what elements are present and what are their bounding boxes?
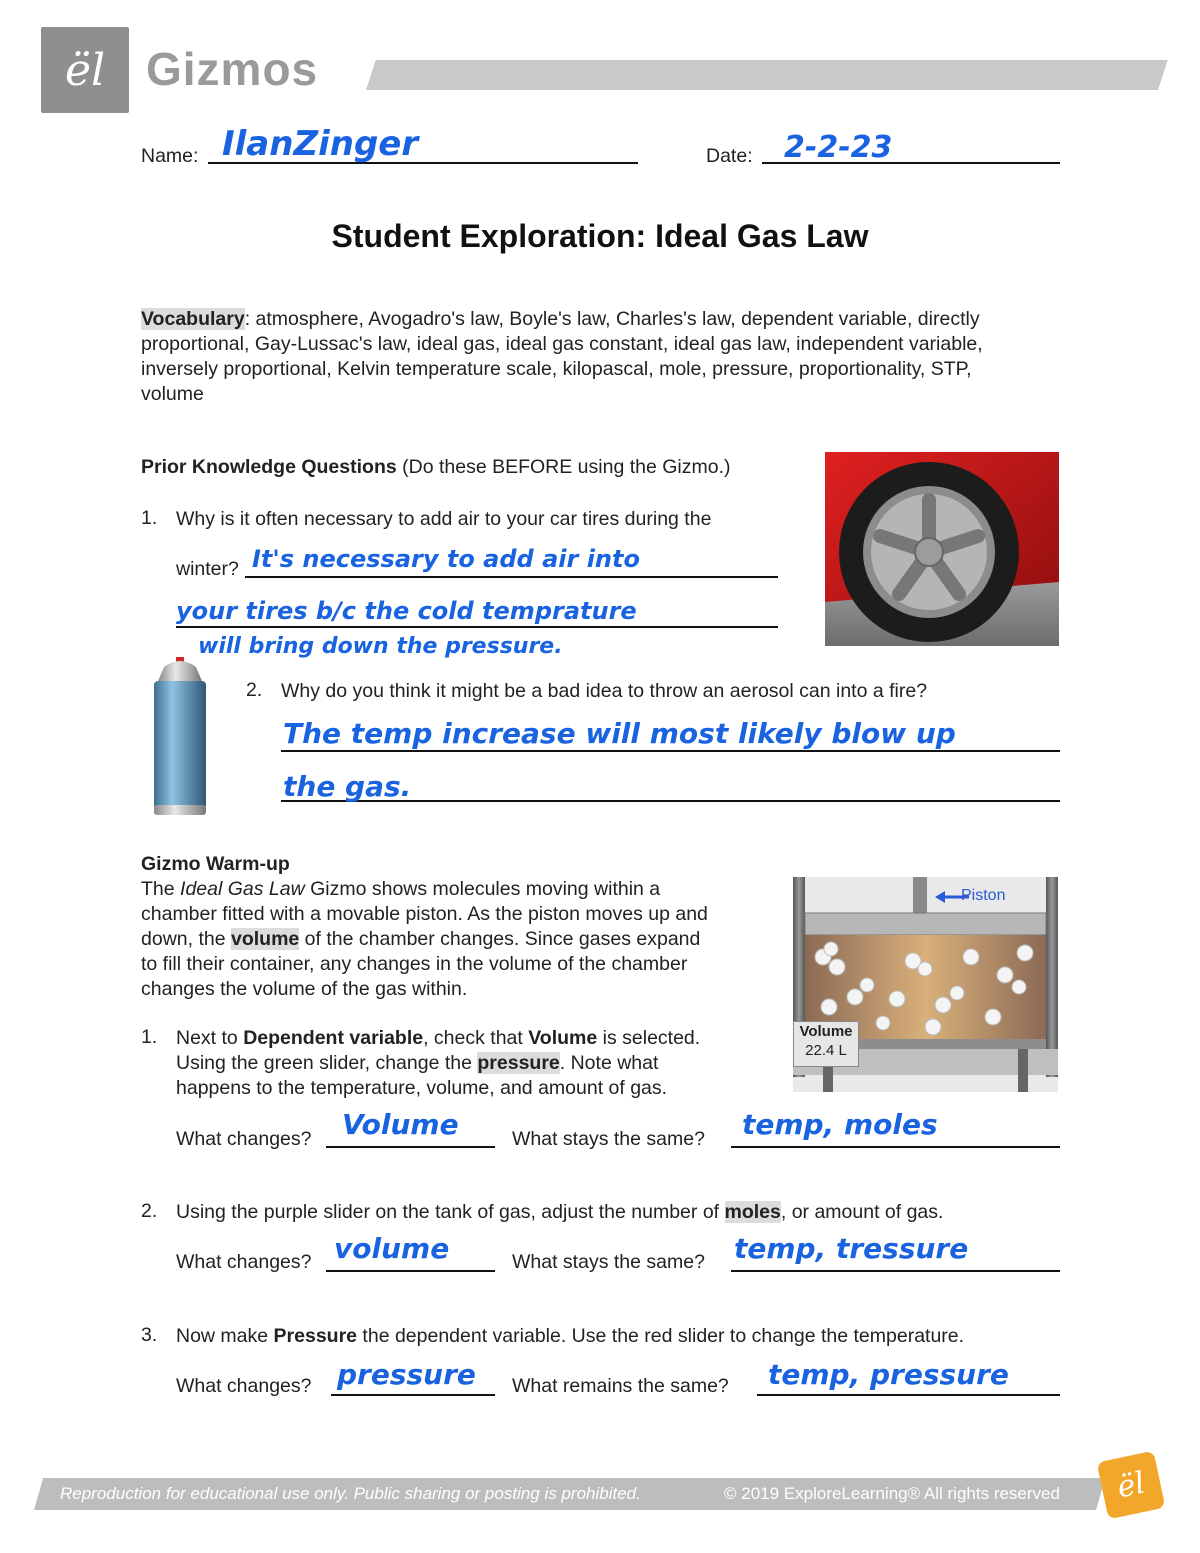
wu-q1-volume: Volume [528, 1027, 598, 1049]
volume-readout [793, 1021, 859, 1067]
name-label: Name: [141, 145, 199, 167]
wu-q1-same-field[interactable] [731, 1146, 1060, 1148]
pk-q1-answer-1: It's necessary to add air into [252, 545, 640, 573]
piston-label: Piston [961, 887, 1006, 904]
prior-knowledge-note: (Do these BEFORE using the Gizmo.) [396, 456, 731, 478]
wu-q3-same-answer: temp, pressure [768, 1358, 1009, 1391]
pk-q1-text: Why is it often necessary to add air to your car tires during the [176, 508, 712, 530]
intro-line-4: to fill their container, any changes in the volume of the chamber [141, 953, 688, 975]
wu-q1-same-label: What stays the same? [512, 1128, 705, 1150]
wu-q1-l1e: is selected. [597, 1027, 701, 1049]
intro-gizmo-name: Ideal Gas Law [180, 878, 305, 900]
wu-q2-same-answer: temp, tressure [734, 1232, 969, 1265]
footer-notice: Reproduction for educational use only. Public sharing or posting is prohibited. [60, 1484, 641, 1503]
intro-volume-term: volume [230, 928, 300, 950]
explorelearning-logo: ël [41, 27, 129, 113]
explorelearning-footer-logo: ël [1097, 1451, 1166, 1520]
pk-q2-answer-line-1[interactable] [281, 750, 1060, 752]
page-title: Student Exploration: Ideal Gas Law [331, 218, 869, 254]
wu-q1-text [176, 1026, 776, 1101]
aerosol-can-image [148, 655, 212, 820]
footer-copyright: © 2019 ExploreLearning® All rights reserved [724, 1484, 1060, 1503]
intro-rest-1: Gizmo shows molecules moving within a [304, 878, 661, 900]
wu-q2-lc: , or amount of gas. [780, 1201, 944, 1223]
vocabulary-block [141, 307, 1021, 407]
wu-q2-same-field[interactable] [731, 1270, 1060, 1272]
wu-q2-changes-label: What changes? [176, 1251, 312, 1273]
wu-q2-number: 2. [141, 1200, 158, 1222]
wu-q2-text [176, 1200, 943, 1225]
wu-q1-l2c: . Note what [559, 1052, 659, 1074]
intro-line-3b: of the chamber changes. Since gases expand [299, 928, 701, 950]
wu-q1-changes-answer: Volume [342, 1108, 459, 1141]
car-tire-image [825, 452, 1059, 646]
intro-the: The [141, 878, 181, 900]
intro-line-5: changes the volume of the gas within. [141, 978, 468, 1000]
date-label: Date: [706, 145, 753, 167]
pk-q1-number: 1. [141, 507, 158, 529]
pk-q2-text: Why do you think it might be a bad idea to throw an aerosol can into a fire? [281, 680, 928, 702]
piston-chamber-image [793, 877, 1058, 1092]
wu-q2-same-label: What stays the same? [512, 1251, 705, 1273]
wu-q1-l1c: , check that [423, 1027, 529, 1049]
wu-q3-changes-label: What changes? [176, 1375, 312, 1397]
wu-q1-dependent-variable: Dependent variable [243, 1027, 424, 1049]
wu-q1-changes-field[interactable] [326, 1146, 495, 1148]
vocabulary-label: Vocabulary [141, 308, 245, 330]
pk-q1-answer-line-2[interactable] [176, 626, 778, 628]
wu-q3-pressure: Pressure [273, 1325, 358, 1347]
warmup-heading: Gizmo Warm-up [141, 853, 290, 875]
name-value: IlanZinger [222, 124, 419, 164]
wu-q1-pressure-term: pressure [477, 1052, 560, 1074]
intro-line-2: chamber fitted with a movable piston. As the piston moves up and [141, 903, 708, 925]
wu-q3-changes-field[interactable] [331, 1394, 495, 1396]
pk-q1-text-2: winter? [176, 558, 239, 580]
volume-label: Volume [799, 1023, 853, 1040]
wu-q3-same-field[interactable] [757, 1394, 1060, 1396]
pk-q2-number: 2. [246, 679, 263, 701]
pk-q2-answer-2: the gas. [283, 770, 412, 803]
wu-q3-lc: the dependent variable. Use the red slider to change the temperature. [357, 1325, 965, 1347]
vocabulary-terms: : atmosphere, Avogadro's law, Boyle's law, Charles's law, dependent variable, directly proportional, Gay-Lussac's law, ideal gas, ideal gas constant, ideal gas law, independent variable, inversely proportional, Kelvin temperature scale, kilopascal, mole, pressure, proportionality, STP, volume [141, 308, 983, 405]
wu-q3-changes-answer: pressure [337, 1358, 476, 1391]
wu-q3-text [176, 1324, 964, 1349]
wu-q1-changes-label: What changes? [176, 1128, 312, 1150]
wu-q2-moles-term: moles [724, 1201, 781, 1223]
wu-q3-la: Now make [176, 1325, 274, 1347]
pk-q1-answer-2: your tires b/c the cold temprature [176, 597, 637, 625]
wu-q1-number: 1. [141, 1026, 158, 1048]
pk-q1-answer-3: will bring down the pressure. [198, 634, 563, 659]
wu-q3-number: 3. [141, 1324, 158, 1346]
wu-q2-la: Using the purple slider on the tank of gas, adjust the number of [176, 1201, 725, 1223]
wu-q2-changes-answer: volume [334, 1232, 450, 1265]
wu-q1-l3: happens to the temperature, volume, and amount of gas. [176, 1077, 668, 1099]
wu-q1-l2a: Using the green slider, change the [176, 1052, 478, 1074]
prior-knowledge-heading-row [141, 455, 731, 480]
wu-q2-changes-field[interactable] [326, 1270, 495, 1272]
date-value: 2-2-23 [784, 130, 893, 165]
pk-q2-answer-1: The temp increase will most likely blow up [283, 717, 956, 750]
volume-value: 22.4 L [805, 1042, 847, 1059]
intro-line-3a: down, the [141, 928, 231, 950]
prior-knowledge-heading: Prior Knowledge Questions [141, 456, 397, 478]
pk-q1-answer-line-1[interactable] [245, 576, 778, 578]
wu-q1-l1a: Next to [176, 1027, 244, 1049]
gizmos-brand: Gizmos [146, 43, 319, 95]
warmup-intro [141, 877, 781, 1002]
header-bar [366, 60, 1168, 90]
wu-q3-same-label: What remains the same? [512, 1375, 729, 1397]
wu-q1-same-answer: temp, moles [742, 1108, 938, 1141]
